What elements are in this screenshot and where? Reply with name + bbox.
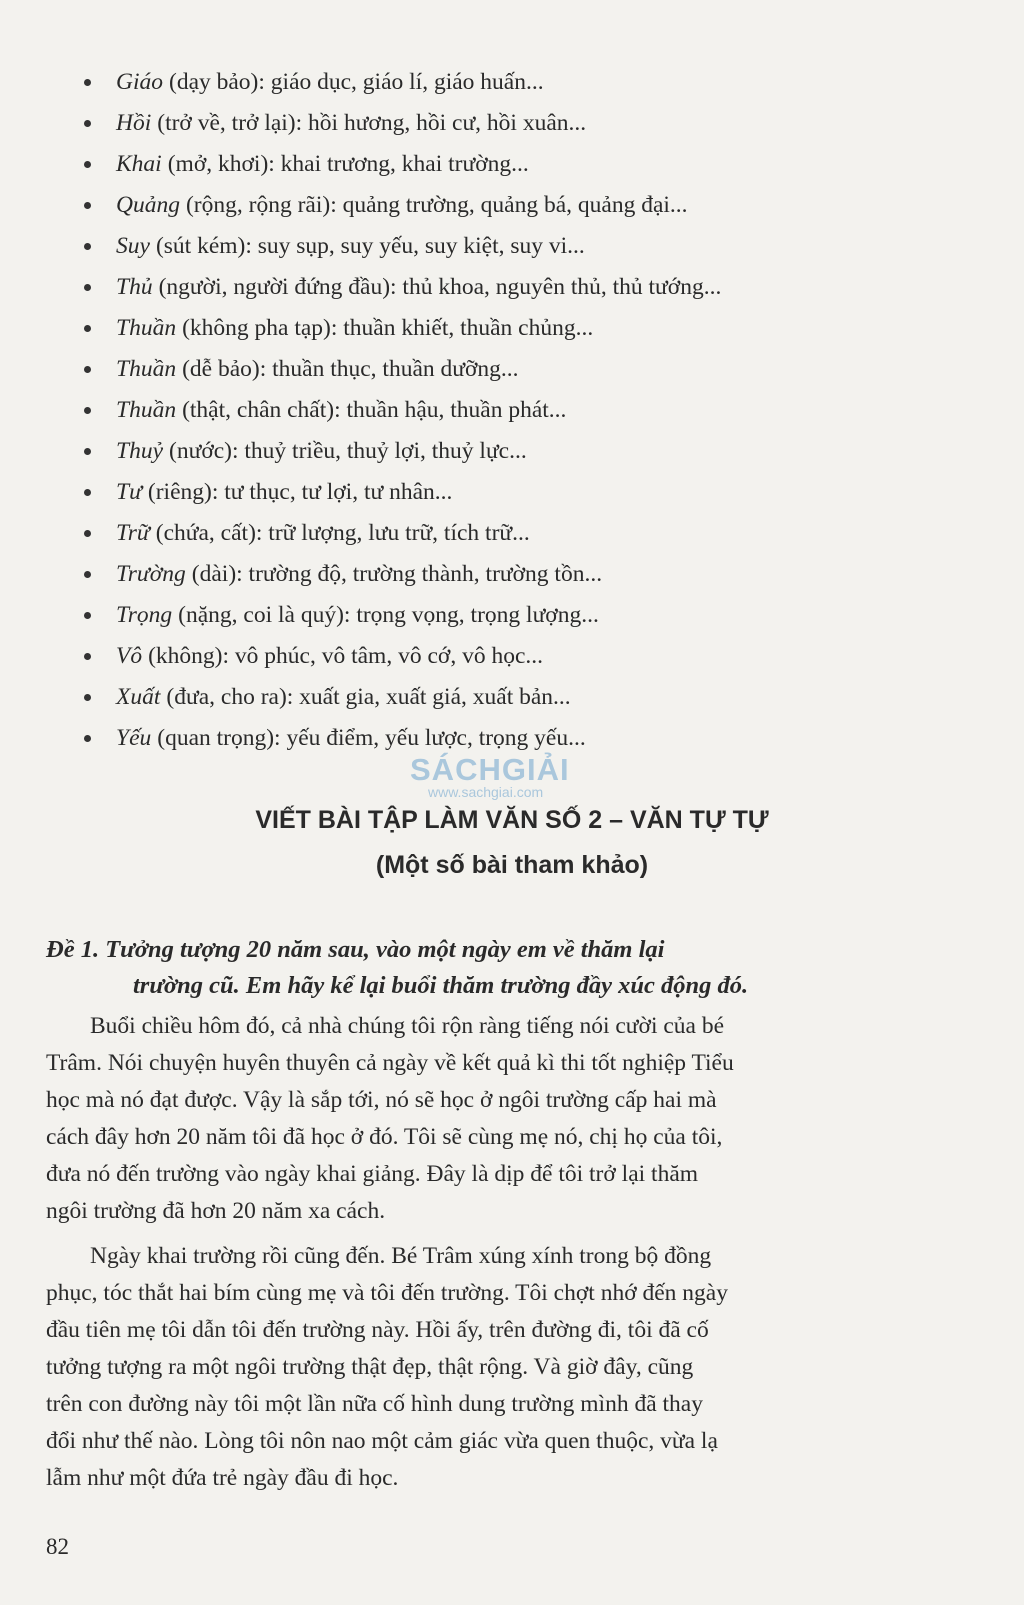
bullet-dot-icon <box>84 366 91 373</box>
list-item-term: Quảng <box>116 192 180 218</box>
list-item-text: (thật, chân chất): thuần hậu, thuần phát... <box>182 397 567 423</box>
list-item-term: Thủ <box>116 274 153 300</box>
bullet-dot-icon <box>84 653 91 660</box>
paragraph-2 <box>46 1238 968 1497</box>
paragraph-line: Ngày khai trường rồi cũng đến. Bé Trâm xúng xính trong bộ đồng <box>90 1243 712 1269</box>
list-item-text: (nặng, coi là quý): trọng vọng, trọng lượng... <box>178 602 599 628</box>
watermark-brand: SÁCHGIẢI <box>410 752 570 787</box>
bullet-dot-icon <box>84 79 91 86</box>
list-item-text: (mở, khơi): khai trương, khai trường... <box>167 151 529 177</box>
list-item <box>84 144 964 185</box>
list-item-text: (nước): thuỷ triều, thuỷ lợi, thuỷ lực... <box>169 438 527 464</box>
bullet-dot-icon <box>84 489 91 496</box>
list-item-text: (dễ bảo): thuần thục, thuần dưỡng... <box>182 356 519 382</box>
bullet-dot-icon <box>84 161 91 168</box>
page-number: 82 <box>46 1534 69 1559</box>
bullet-dot-icon <box>84 694 91 701</box>
list-item-term: Trữ <box>116 520 150 546</box>
list-item-text: (không): vô phúc, vô tâm, vô cớ, vô học... <box>148 643 543 669</box>
section-title: VIẾT BÀI TẬP LÀM VĂN SỐ 2 – VĂN TỰ TỰ <box>255 806 769 834</box>
bullet-dot-icon <box>84 448 91 455</box>
list-item-text: (rộng, rộng rãi): quảng trường, quảng bá, quảng đại... <box>185 192 688 218</box>
list-item-text: (quan trọng): yếu điểm, yếu lược, trọng yếu... <box>157 725 586 751</box>
bullet-dot-icon <box>84 571 91 578</box>
list-item-text: (dạy bảo): giáo dục, giáo lí, giáo huấn... <box>169 69 544 95</box>
bullet-dot-icon <box>84 284 91 291</box>
list-item <box>84 185 964 226</box>
list-item-text: (người, người đứng đầu): thủ khoa, nguyên thủ, thủ tướng... <box>158 274 722 300</box>
list-item-term: Thuỷ <box>116 438 163 464</box>
vocabulary-list <box>84 62 964 759</box>
paragraph-line: đưa nó đến trường vào ngày khai giảng. Đây là dịp để tôi trở lại thăm <box>46 1161 699 1187</box>
paragraph-line: Trâm. Nói chuyện huyên thuyên cả ngày về kết quả kì thi tốt nghiệp Tiểu <box>46 1050 734 1076</box>
watermark-logo <box>410 752 570 800</box>
paragraph-line: ngôi trường đã hơn 20 năm xa cách. <box>46 1198 386 1224</box>
paragraph-line: đổi như thế nào. Lòng tôi nôn nao một cảm giác vừa quen thuộc, vừa lạ <box>46 1428 718 1454</box>
list-item-term: Yếu <box>116 725 152 751</box>
prompt-line-1: Đề 1. Tưởng tượng 20 năm sau, vào một ngày em về thăm lại <box>46 936 665 963</box>
list-item <box>84 308 964 349</box>
list-item <box>84 226 964 267</box>
essay-prompt <box>46 932 966 1004</box>
list-item <box>84 62 964 103</box>
paragraph-line: Buổi chiều hôm đó, cả nhà chúng tôi rộn ràng tiếng nói cười của bé <box>90 1013 725 1039</box>
bullet-dot-icon <box>84 120 91 127</box>
bullet-dot-icon <box>84 530 91 537</box>
list-item-text: (dài): trường độ, trường thành, trường tồn... <box>191 561 603 587</box>
bullet-dot-icon <box>84 243 91 250</box>
paragraph-1 <box>46 1008 968 1230</box>
list-item <box>84 595 964 636</box>
list-item <box>84 636 964 677</box>
paragraph-line: cách đây hơn 20 năm tôi đã học ở đó. Tôi sẽ cùng mẹ nó, chị họ của tôi, <box>46 1124 723 1150</box>
list-item <box>84 267 964 308</box>
list-item <box>84 390 964 431</box>
list-item-text: (chứa, cất): trữ lượng, lưu trữ, tích trữ... <box>155 520 530 546</box>
list-item <box>84 554 964 595</box>
watermark-site: www.sachgiai.com <box>428 784 544 800</box>
list-item-term: Trường <box>116 561 186 587</box>
list-item <box>84 677 964 718</box>
list-item <box>84 103 964 144</box>
paragraph-line: học mà nó đạt được. Vậy là sắp tới, nó sẽ học ở ngôi trường cấp hai mà <box>46 1087 717 1113</box>
list-item-text: (đưa, cho ra): xuất gia, xuất giá, xuất bản... <box>166 684 571 710</box>
paragraph-line: trên con đường này tôi một lần nữa cố hình dung trường mình đã thay <box>46 1391 703 1417</box>
list-item-term: Suy <box>116 233 150 259</box>
list-item-text: (sút kém): suy sụp, suy yếu, suy kiệt, suy vi... <box>155 233 585 259</box>
paragraph-line: phục, tóc thắt hai bím cùng mẹ và tôi đến trường. Tôi chợt nhớ đến ngày <box>46 1280 728 1306</box>
paragraph-line: đầu tiên mẹ tôi dẫn tôi đến trường này. Hồi ấy, trên đường đi, tôi đã cố <box>46 1317 709 1343</box>
bullet-dot-icon <box>84 407 91 414</box>
bullet-dot-icon <box>84 325 91 332</box>
list-item-text: (trở về, trở lại): hồi hương, hồi cư, hồi xuân... <box>157 110 587 136</box>
list-item-term: Khai <box>116 151 162 177</box>
list-item-term: Thuần <box>116 397 177 423</box>
section-subtitle: (Một số bài tham khảo) <box>375 851 649 879</box>
list-item-term: Thuần <box>116 356 177 382</box>
list-item <box>84 472 964 513</box>
list-item <box>84 349 964 390</box>
list-item-text: (không pha tạp): thuần khiết, thuần chủng... <box>182 315 594 341</box>
list-item-term: Tư <box>116 479 142 505</box>
list-item <box>84 431 964 472</box>
prompt-line-2: trường cũ. Em hãy kể lại buổi thăm trường đầy xúc động đó. <box>133 972 749 999</box>
paragraph-line: tưởng tượng ra một ngôi trường thật đẹp, thật rộng. Và giờ đây, cũng <box>46 1354 694 1380</box>
list-item <box>84 513 964 554</box>
list-item-term: Thuần <box>116 315 177 341</box>
list-item-term: Vô <box>116 643 143 669</box>
list-item-term: Trọng <box>116 602 173 628</box>
list-item-text: (riêng): tư thục, tư lợi, tư nhân... <box>147 479 453 505</box>
list-item-term: Hồi <box>116 110 152 136</box>
bullet-dot-icon <box>84 612 91 619</box>
bullet-dot-icon <box>84 202 91 209</box>
list-item-term: Giáo <box>116 69 163 95</box>
bullet-dot-icon <box>84 735 91 742</box>
paragraph-line: lẫm như một đứa trẻ ngày đầu đi học. <box>46 1465 399 1491</box>
list-item-term: Xuất <box>116 684 161 710</box>
